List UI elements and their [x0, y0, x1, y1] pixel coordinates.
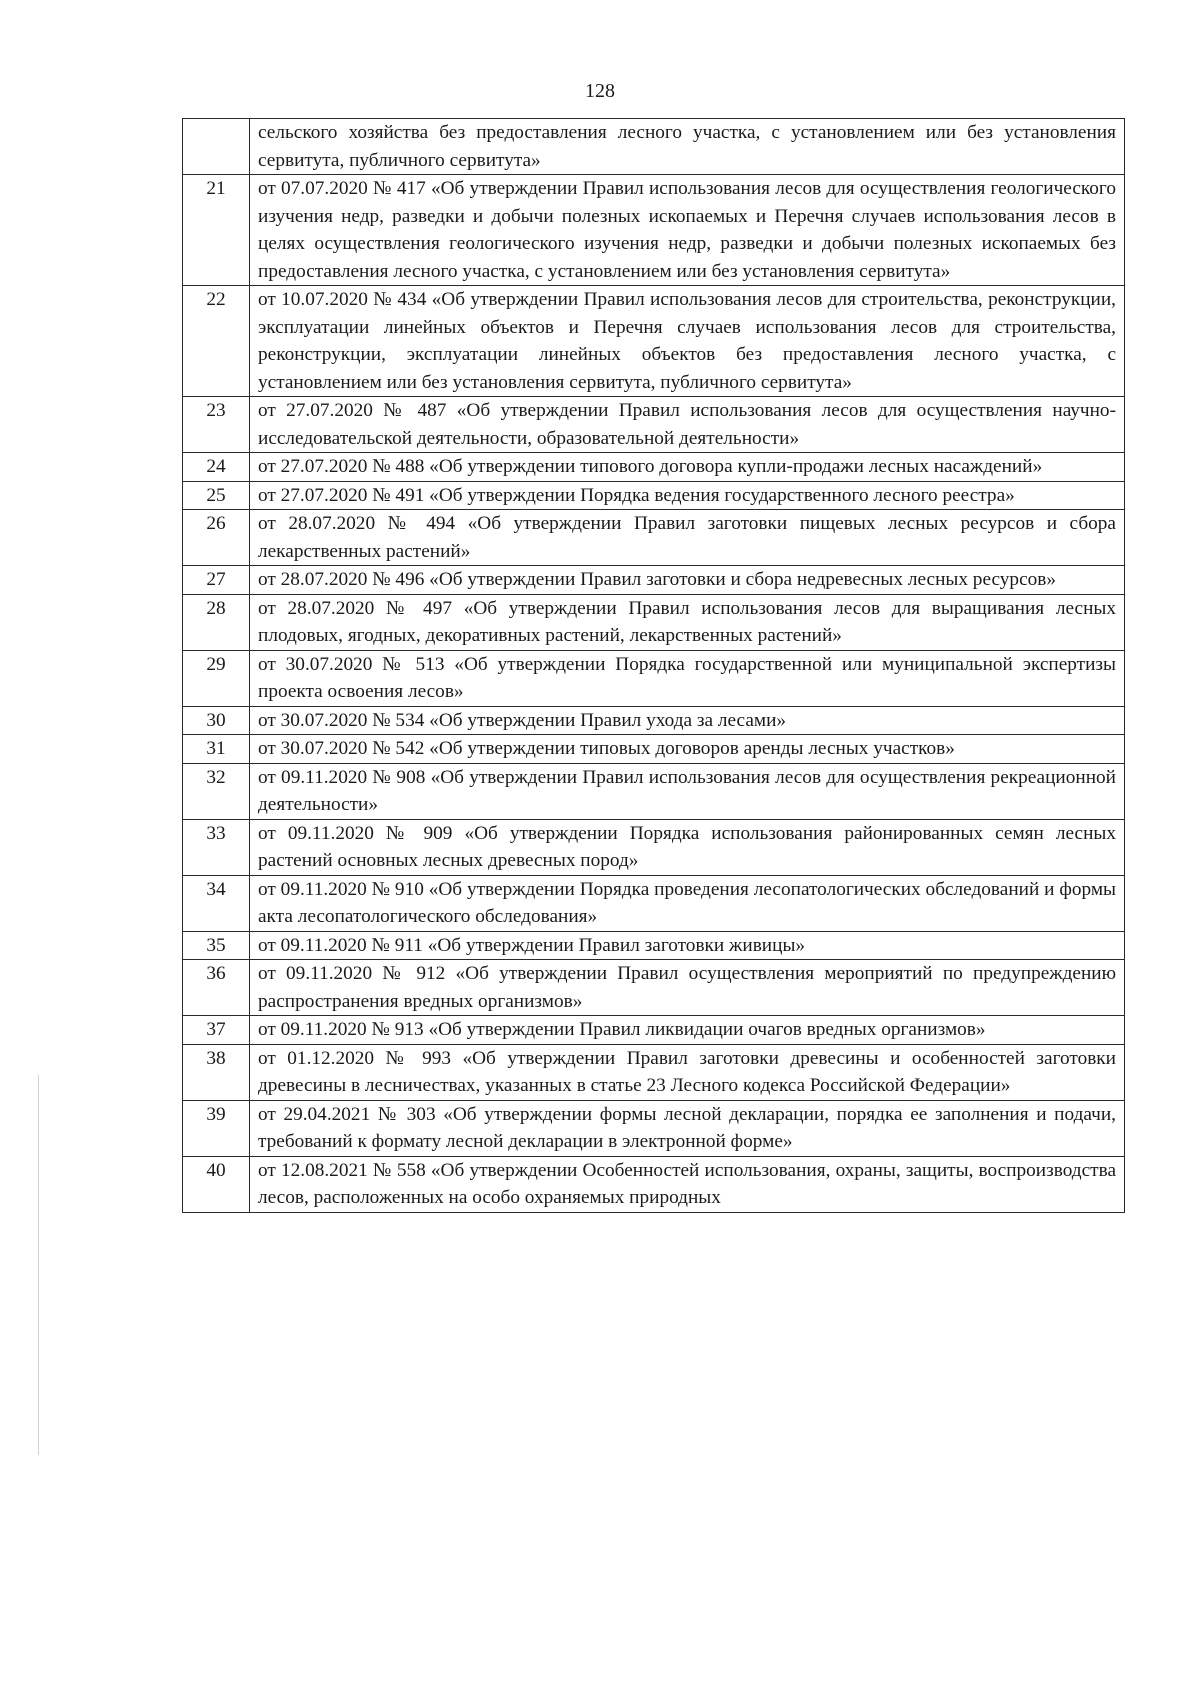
row-text: от 09.11.2020 № 909 «Об утверждении Порядка использования районированных семян лесных растений основных лесных древесных пород»: [250, 819, 1125, 875]
row-number: 28: [183, 594, 250, 650]
row-text: от 07.07.2020 № 417 «Об утверждении Правил использования лесов для осуществления геологического изучения недр, разведки и добычи полезных ископаемых и Перечня случаев использования лесов в целях осуществления геологического изучения недр, разведки и добычи полезных ископаемых без предоставления лесного участка, с установлением или без установления сервитута»: [250, 175, 1125, 286]
row-number: 32: [183, 763, 250, 819]
row-text: от 30.07.2020 № 534 «Об утверждении Правил ухода за лесами»: [250, 706, 1125, 735]
page-number: 128: [585, 80, 615, 102]
row-number: 22: [183, 286, 250, 397]
row-text: от 09.11.2020 № 911 «Об утверждении Правил заготовки живицы»: [250, 931, 1125, 960]
row-text: от 09.11.2020 № 913 «Об утверждении Правил ликвидации очагов вредных организмов»: [250, 1016, 1125, 1045]
table-row: [183, 119, 1125, 175]
row-number: 23: [183, 397, 250, 453]
table-row: [183, 286, 1125, 397]
row-text: от 27.07.2020 № 488 «Об утверждении типового договора купли-продажи лесных насаждений»: [250, 453, 1125, 482]
table-row: [183, 1156, 1125, 1212]
row-text: от 01.12.2020 № 993 «Об утверждении Правил заготовки древесины и особенностей заготовки древесины в лесничествах, указанных в статье 23 Лесного кодекса Российской Федерации»: [250, 1044, 1125, 1100]
row-number: 26: [183, 510, 250, 566]
row-text: от 28.07.2020 № 496 «Об утверждении Правил заготовки и сбора недревесных лесных ресурсов»: [250, 566, 1125, 595]
row-text: сельского хозяйства без предоставления лесного участка, с установлением или без установления сервитута, публичного сервитута»: [250, 119, 1125, 175]
table-row: [183, 175, 1125, 286]
scan-artifact-line: [38, 1075, 39, 1455]
table-row: [183, 397, 1125, 453]
row-number: 33: [183, 819, 250, 875]
table-row: [183, 1016, 1125, 1045]
table-row: [183, 875, 1125, 931]
row-number: 36: [183, 960, 250, 1016]
table-row: [183, 960, 1125, 1016]
table-row: [183, 763, 1125, 819]
row-text: от 09.11.2020 № 912 «Об утверждении Правил осуществления мероприятий по предупреждению распространения вредных организмов»: [250, 960, 1125, 1016]
row-text: от 30.07.2020 № 513 «Об утверждении Порядка государственной или муниципальной экспертизы проекта освоения лесов»: [250, 650, 1125, 706]
row-number: 37: [183, 1016, 250, 1045]
row-number: 24: [183, 453, 250, 482]
table-row: [183, 931, 1125, 960]
table-row: [183, 510, 1125, 566]
row-number: 35: [183, 931, 250, 960]
table-row: [183, 594, 1125, 650]
row-number: 29: [183, 650, 250, 706]
table-row: [183, 650, 1125, 706]
row-text: от 09.11.2020 № 910 «Об утверждении Порядка проведения лесопатологических обследований и формы акта лесопатологического обследования»: [250, 875, 1125, 931]
row-text: от 30.07.2020 № 542 «Об утверждении типовых договоров аренды лесных участков»: [250, 735, 1125, 764]
row-number: 31: [183, 735, 250, 764]
table-row: [183, 1100, 1125, 1156]
row-number: 34: [183, 875, 250, 931]
table-row: [183, 706, 1125, 735]
row-number: 30: [183, 706, 250, 735]
row-text: от 10.07.2020 № 434 «Об утверждении Правил использования лесов для строительства, реконструкции, эксплуатации линейных объектов и Перечня случаев использования лесов для строительства, реконструкции, эксплуатации линейных объектов без предоставления лесного участка, с установлением или без установления сервитута, публичного сервитута»: [250, 286, 1125, 397]
row-text: от 29.04.2021 № 303 «Об утверждении формы лесной декларации, порядка ее заполнения и подачи, требований к формату лесной декларации в электронной форме»: [250, 1100, 1125, 1156]
row-text: от 27.07.2020 № 487 «Об утверждении Правил использования лесов для осуществления научно-исследовательской деятельности, образовательной деятельности»: [250, 397, 1125, 453]
table-row: [183, 735, 1125, 764]
regulations-table: [182, 118, 1125, 1213]
table-row: [183, 453, 1125, 482]
row-text: от 09.11.2020 № 908 «Об утверждении Правил использования лесов для осуществления рекреационной деятельности»: [250, 763, 1125, 819]
table-row: [183, 1044, 1125, 1100]
row-text: от 12.08.2021 № 558 «Об утверждении Особенностей использования, охраны, защиты, воспроизводства лесов, расположенных на особо охраняемых природных: [250, 1156, 1125, 1212]
row-text: от 28.07.2020 № 494 «Об утверждении Правил заготовки пищевых лесных ресурсов и сбора лекарственных растений»: [250, 510, 1125, 566]
row-number: 27: [183, 566, 250, 595]
table-row: [183, 481, 1125, 510]
table-row: [183, 566, 1125, 595]
row-number: 39: [183, 1100, 250, 1156]
row-number: 21: [183, 175, 250, 286]
row-number: 25: [183, 481, 250, 510]
row-text: от 28.07.2020 № 497 «Об утверждении Правил использования лесов для выращивания лесных плодовых, ягодных, декоративных растений, лекарственных растений»: [250, 594, 1125, 650]
table-row: [183, 819, 1125, 875]
row-text: от 27.07.2020 № 491 «Об утверждении Порядка ведения государственного лесного реестра»: [250, 481, 1125, 510]
row-number: 38: [183, 1044, 250, 1100]
row-number: 40: [183, 1156, 250, 1212]
row-number: [183, 119, 250, 175]
